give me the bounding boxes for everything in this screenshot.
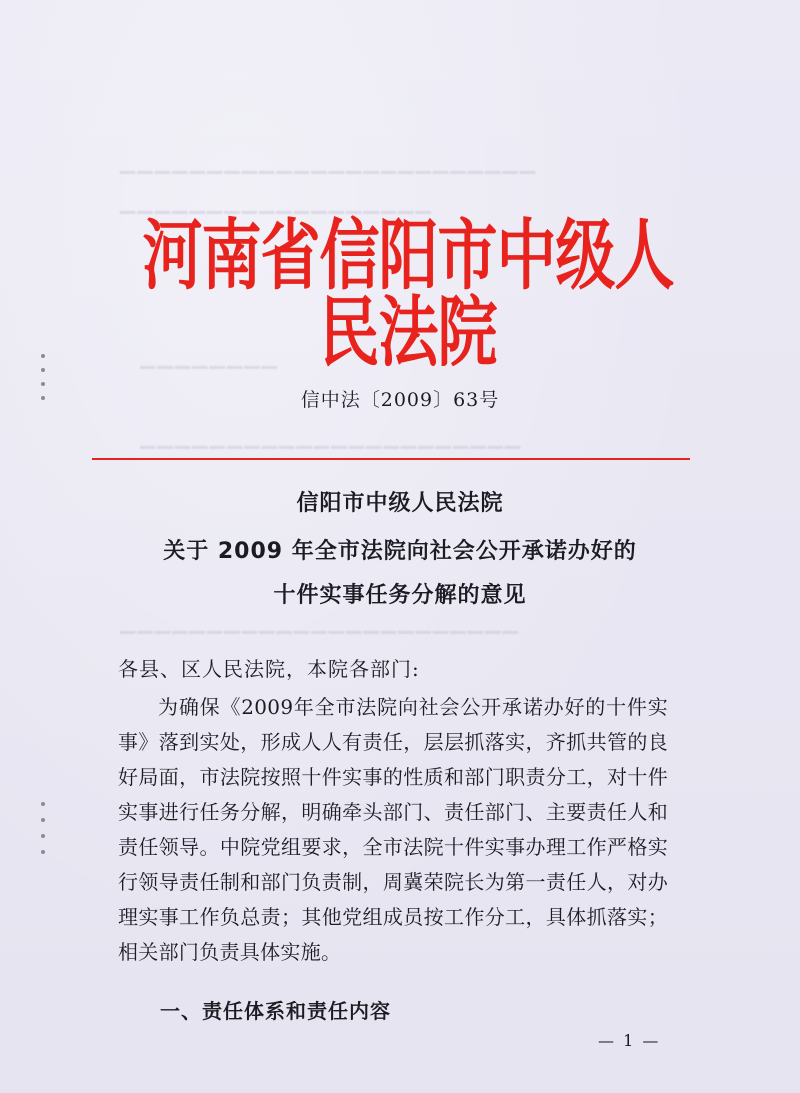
binding-hole: [41, 802, 45, 806]
binding-hole: [41, 354, 45, 358]
show-through-texture: ▁▁▁▁▁▁▁▁: [140, 345, 280, 369]
page-number: — 1 —: [598, 1031, 661, 1050]
document-title-line-1: 信阳市中级人民法院: [296, 491, 504, 516]
addressee: 各县、区人民法院，本院各部门:: [118, 657, 420, 681]
show-through-texture: ▁▁▁▁▁▁▁▁▁▁▁▁▁▁▁▁▁▁▁▁▁▁▁: [120, 610, 520, 634]
section-heading: 一、责任体系和责任内容: [160, 999, 391, 1023]
binding-hole: [41, 368, 45, 372]
body-paragraph: 为确保《2009年全市法院向社会公开承诺办好的十件实事》落到实处，形成人人有责任，层层抓落实，齐抓共管的良好局面，市法院按照十件实事的性质和部门职责分工，对十件实事进行任务分解，明确牵头部门、责任部门、主要责任人和责任领导。中院党组要求，全市法院十件实事办理工作严格实行领导责任制和部门负责制，周冀荣院长为第一责任人，对办理实事工作负总责；其他党组成员按工作分工，具体抓落实；相关部门负责具体实施。: [118, 695, 668, 964]
binding-hole: [41, 850, 45, 854]
issuing-authority-header: 河南省信阳市中级人民法院: [142, 211, 674, 378]
binding-hole: [41, 818, 45, 822]
document-title-line-3: 十件实事任务分解的意见: [273, 583, 527, 608]
binding-hole: [41, 834, 45, 838]
red-divider-line: [92, 458, 690, 460]
document-number: 信中法〔2009〕63号: [300, 389, 500, 411]
show-through-texture: ▁▁▁▁▁▁▁▁▁▁▁▁▁▁▁▁▁▁▁▁▁▁▁▁: [120, 150, 538, 174]
show-through-texture: ▁▁▁▁▁▁▁▁▁▁▁▁▁▁▁▁▁▁: [120, 190, 433, 214]
show-through-texture: ▁▁▁▁▁▁▁▁▁▁▁▁▁▁▁▁▁▁▁▁▁▁: [140, 425, 523, 449]
document-title-line-2: 关于 2009 年全市法院向社会公开承诺办好的: [163, 539, 637, 564]
